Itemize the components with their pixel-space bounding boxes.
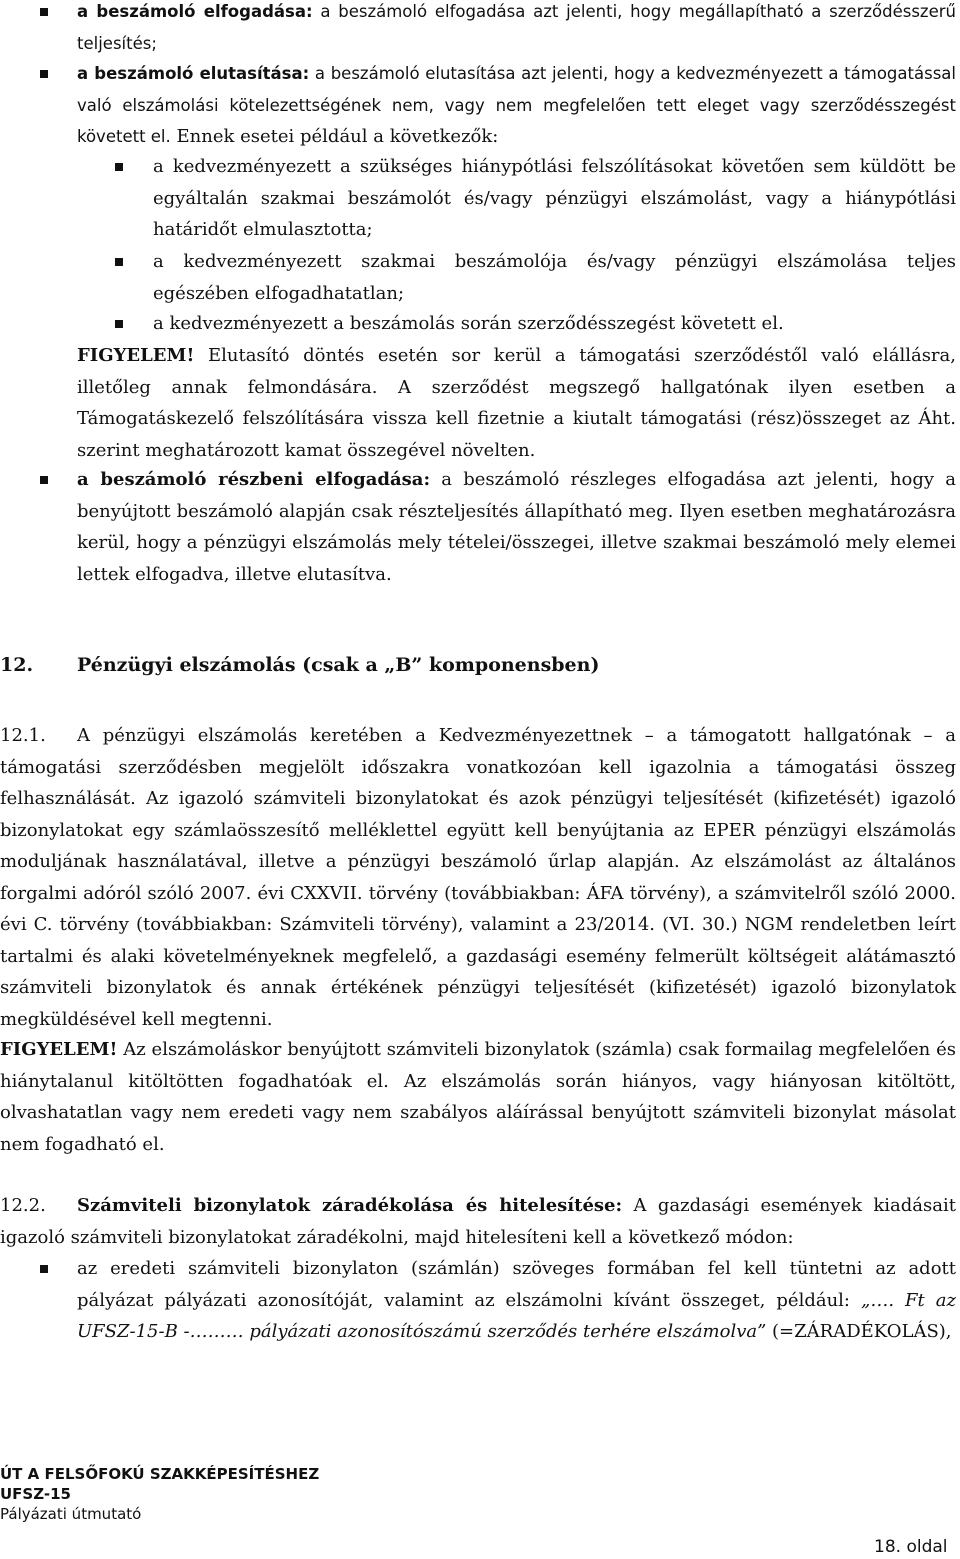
bullet-accept-text: a beszámoló elfogadása azt jelenti, hogy megállapítható a szerződésszerű teljesítés; bbox=[77, 2, 956, 53]
sub-bullet-1: a kedvezményezett a szükséges hiánypótlási felszólításokat követően sem küldött be egyáltalán szakmai beszámolót és/vagy pénzügyi elszámolást, vagy a hiánypótlási határidőt elmulasztotta; bbox=[153, 156, 956, 240]
bullet-partial-text: a beszámoló részleges elfogadása azt jelenti, hogy a benyújtott beszámoló alapján csak részteljesítés állapítható meg. Ilyen esetben meghatározásra kerül, hogy a pénzügyi elszámolás mely tételei/összegei, illetve szakmai beszámoló mely elemei lettek elfogadva, illetve elutasítva. bbox=[77, 469, 956, 585]
warning-text: Elutasító döntés esetén sor kerül a támogatási szerződéstől való elállásra, illetőleg annak felmondására. A szerződést megszegő hallgatónak ilyen esetben a Támogatáskezelő felszólítására vissza kell fizetnie a kiutalt támogatási (rész)összeget az Áht. szerint meghatározott kamat összegével növelten. bbox=[77, 345, 956, 461]
bullet-accept bbox=[77, 0, 956, 59]
bullet-square-icon bbox=[40, 1265, 48, 1273]
bullet-accept-lead: a beszámoló elfogadása: bbox=[77, 2, 313, 21]
section-12-2-text: A gazdasági események kiadásait igazoló számviteli bizonylatokat záradékolni, majd hitelesíteni kell a következő módon: bbox=[0, 1195, 956, 1248]
footer-doc-name: Pályázati útmutató bbox=[0, 1505, 142, 1523]
sub-bullet-3: a kedvezményezett a beszámolás során szerződésszegést követett el. bbox=[153, 313, 784, 334]
bullet-clause-tail: (=ZÁRADÉKOLÁS), bbox=[766, 1321, 952, 1342]
section-12-title: Pénzügyi elszámolás (csak a „B” komponensben) bbox=[77, 654, 600, 676]
warning-label: FIGYELEM! bbox=[77, 345, 195, 366]
footer bbox=[0, 1464, 960, 1524]
section-12-2-paragraph bbox=[0, 1190, 956, 1253]
warning-paragraph-2 bbox=[0, 1034, 956, 1160]
section-12-1-text: A pénzügyi elszámolás keretében a Kedvezményezettnek – a támogatott hallgatónak – a támogatási szerződésben megjelölt időszakra vonatkozóan kell igazolnia a támogatási összeg felhasználását. Az igazoló számviteli bizonylatokat és azok pénzügyi teljesítését (kifizetését) igazoló bizonylatokat egy számlaösszesítő melléklettel együtt kell benyújtania az EPER pénzügyi elszámolás moduljának használatával, illetve a pénzügyi beszámoló űrlap alapján. Az elszámolást az általános forgalmi adóról szóló 2007. évi CXXVII. törvény (továbbiakban: ÁFA törvény), a számvitelről szóló 2000. évi C. törvény (továbbiakban: Számviteli törvény), valamint a 23/2014. (VI. 30.) NGM rendeletben leírt tartalmi és alaki követelményeknek megfelelő, a gazdasági esemény felmerült költségeit alátámasztó számviteli bizonylatok és annak értékének pénzügyi teljesítését (kifizetését) igazoló bizonylatok megküldésével kell megtenni. bbox=[0, 725, 956, 1030]
bullet-square-icon bbox=[40, 70, 48, 78]
sub-bullet-square-icon bbox=[115, 320, 123, 328]
warning-text: Az elszámoláskor benyújtott számviteli bizonylatok (számla) csak formailag megfelelően és hiánytalanul kitöltötten fogadhatóak el. Az elszámolás során hiányos, vagy hiányosan kitöltött, olvashatatlan vagy nem eredeti vagy nem szabályos aláírással benyújtott számviteli bizonylat másolat nem fogadható el. bbox=[0, 1039, 956, 1155]
bullet-reject-text: a beszámoló elutasítása azt jelenti, hogy a kedvezményezett a támogatással való elszámolási kötelezettségének nem, vagy nem megfelelően tett eleget vagy szerződésszegést követett el. bbox=[77, 64, 956, 146]
bullet-partial-lead: a beszámoló részbeni elfogadása: bbox=[77, 469, 431, 490]
bullet-clause-italic: „…. Ft az UFSZ-15-B -……… pályázati azonosítószámú szerződés terhére elszámolva” bbox=[77, 1289, 956, 1342]
warning-label: FIGYELEM! bbox=[0, 1039, 118, 1060]
bullet-square-icon bbox=[40, 8, 48, 16]
warning-paragraph-1 bbox=[77, 340, 956, 466]
sub-bullet-2: a kedvezményezett szakmai beszámolója és/vagy pénzügyi elszámolása teljes egészében elfogadhatatlan; bbox=[153, 251, 956, 304]
bullet-square-icon bbox=[40, 476, 48, 484]
page-number: 18. oldal bbox=[874, 1537, 948, 1557]
bullet-partial bbox=[77, 464, 956, 590]
section-12-2-title: Számviteli bizonylatok záradékolása és hitelesítése: bbox=[77, 1195, 623, 1216]
section-12-number: 12. bbox=[0, 654, 34, 676]
bullet-reject-text2: Ennek esetei például a következők: bbox=[170, 126, 499, 147]
footer-program-title: ÚT A FELSŐFOKÚ SZAKKÉPESÍTÉSHEZ bbox=[0, 1465, 320, 1483]
bullet-clause bbox=[77, 1253, 956, 1348]
sub-bullet-square-icon bbox=[115, 163, 123, 171]
bullet-reject bbox=[77, 58, 956, 153]
bullet-clause-text: az eredeti számviteli bizonylaton (számlán) szöveges formában fel kell tüntetni az adott pályázat pályázati azonosítóját, valamint az elszámolni kívánt összeget, például: bbox=[77, 1258, 956, 1311]
bullet-reject-lead: a beszámoló elutasítása: bbox=[77, 64, 310, 83]
footer-code: UFSZ-15 bbox=[0, 1485, 71, 1503]
sub-bullet-square-icon bbox=[115, 258, 123, 266]
section-12-1-number: 12.1. bbox=[0, 725, 46, 746]
section-12-2-number: 12.2. bbox=[0, 1195, 46, 1216]
section-12-1-paragraph bbox=[0, 720, 956, 1035]
